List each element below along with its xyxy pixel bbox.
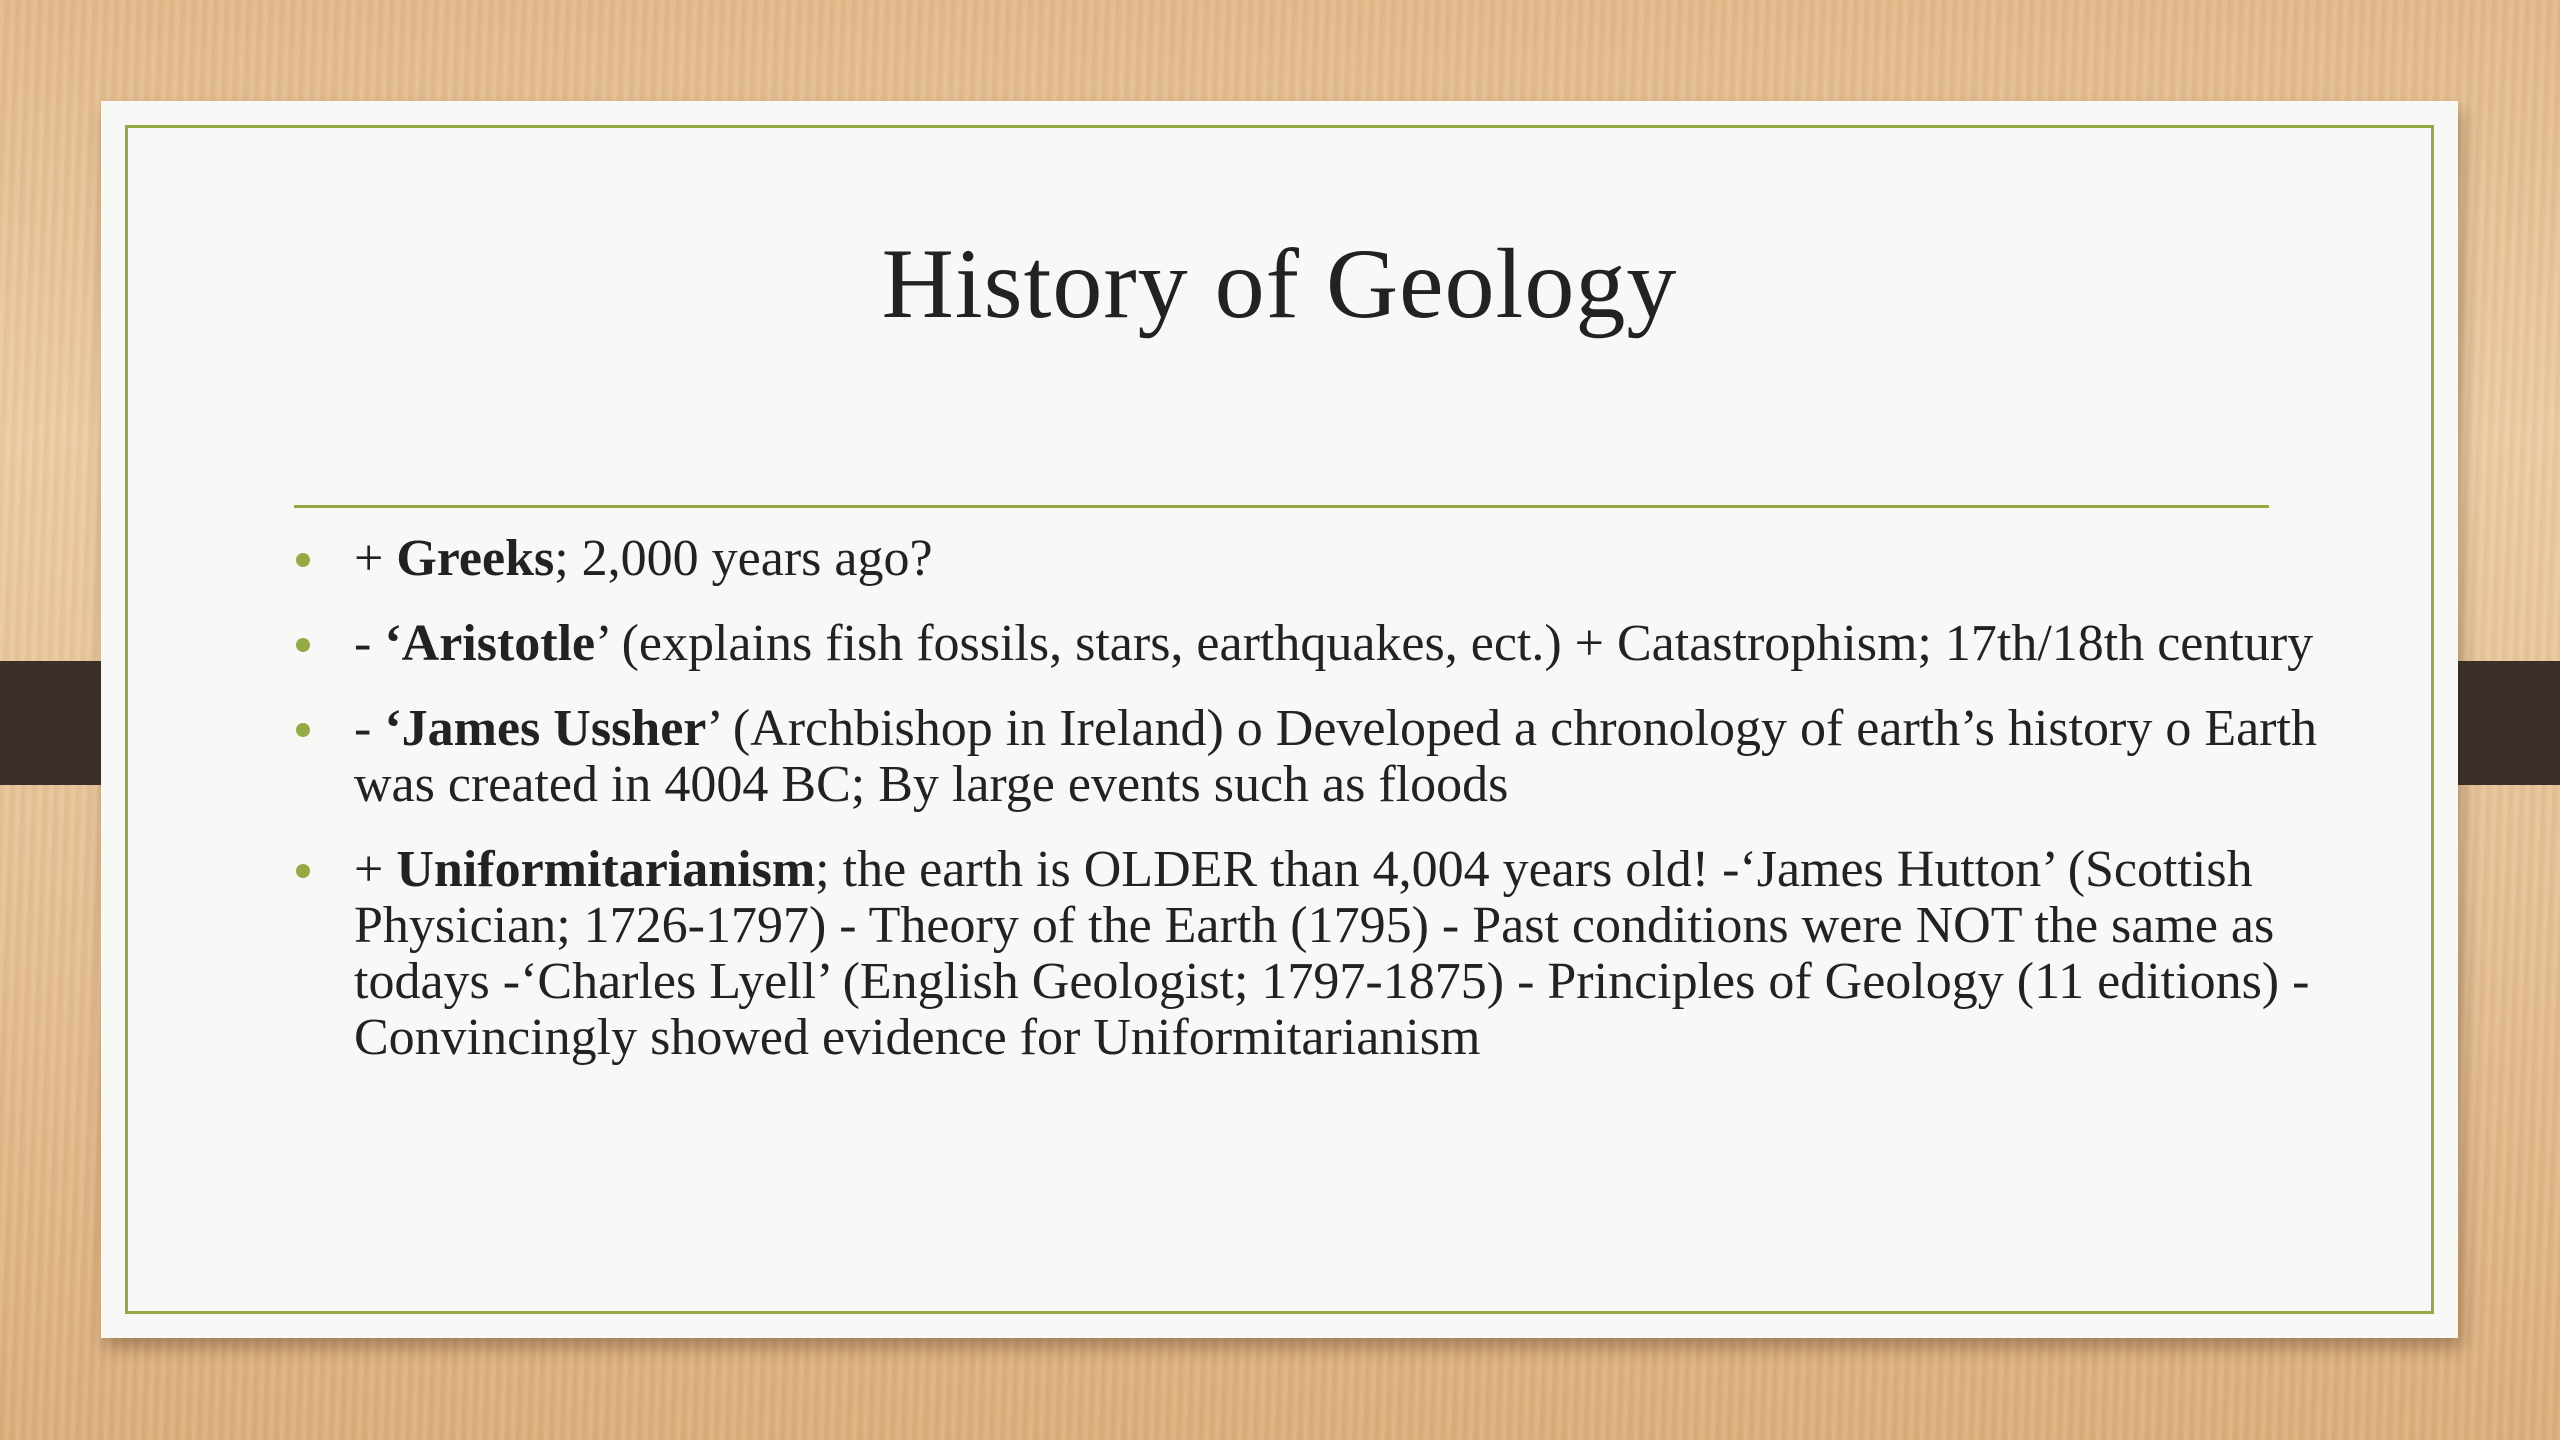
slide-title: History of Geology xyxy=(881,228,1678,339)
bullet-prefix: + xyxy=(354,841,397,898)
bullet-dot-icon xyxy=(296,864,310,878)
bullet-prefix: - xyxy=(354,700,385,757)
bullet-item-uniformitarianism xyxy=(294,842,2334,1066)
bullet-item-greeks xyxy=(294,531,2334,587)
bullet-bold-term: ‘Aristotle xyxy=(384,615,596,672)
bullet-item-ussher xyxy=(294,701,2334,813)
bullet-bold-term: Uniformitarianism xyxy=(396,841,816,898)
slide xyxy=(101,101,2458,1338)
bullet-bold-term: ‘James Ussher xyxy=(384,700,707,757)
bullet-prefix: + xyxy=(354,530,397,587)
title-divider xyxy=(294,505,2269,508)
bullet-text: ’ (explains fish fossils, stars, earthquakes, ect.) + Catastrophism; 17th/18th century xyxy=(595,615,2314,672)
bullet-dot-icon xyxy=(296,723,310,737)
bullet-dot-icon xyxy=(296,553,310,567)
bullet-prefix: - xyxy=(354,615,385,672)
bullet-text: ; the earth is OLDER than 4,004 years old! -‘James Hutton’ (Scottish Physician; 1726-1797) - Theory of the Earth (1795) - Past conditions were NOT the same as todays -‘Charles Lyell’ (English Geologist; 1797-1875) - Principles of Geology (11 editions) -Convincingly showed evidence for Uniformitarianism xyxy=(354,841,2310,1066)
bullet-bold-term: Greeks xyxy=(396,530,555,587)
bullet-text: ; 2,000 years ago? xyxy=(554,530,933,587)
bullet-list xyxy=(294,531,2334,1095)
bullet-dot-icon xyxy=(296,638,310,652)
bullet-item-aristotle xyxy=(294,616,2334,672)
bullet-text: ’ (Archbishop in Ireland) o Developed a chronology of earth’s history o Earth was created in 4004 BC; By large events such as floods xyxy=(354,700,2317,813)
